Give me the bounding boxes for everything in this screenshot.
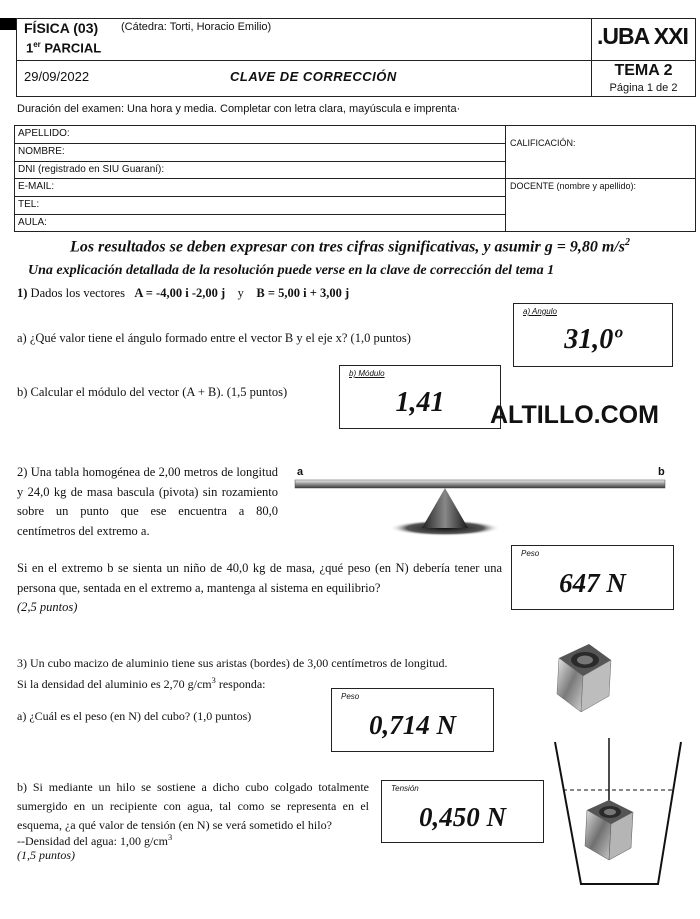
q1b-answer-box [339, 365, 501, 429]
seesaw-diagram [290, 462, 675, 540]
q2-answer: 647 N [559, 568, 626, 598]
q3a-text: a) ¿Cuál es el peso (en N) del cubo? (1,0 puntos) [17, 709, 252, 723]
q2-question: Si en el extremo b se sienta un niño de 40,0 kg de masa, ¿qué peso (en N) debería tener una persona que, sentada en el extremo a, mantenga al sistema en equilibrio? [17, 561, 502, 595]
q3a-answer-label: Peso [341, 692, 360, 701]
q3b-density: --Densidad del agua: 1,00 $g/cm^3$ [17, 833, 173, 848]
subject-title: FÍSICA (03) [24, 20, 99, 36]
grade-field[interactable]: CALIFICACIÓN: [510, 138, 576, 148]
q1b-answer: 1,41 [395, 387, 445, 418]
q2-points: (2,5 puntos) [17, 600, 78, 614]
field-tel[interactable]: TEL: [18, 199, 40, 210]
q1b-text: b) Calcular el módulo del vector (A + B). (1,5 puntos) [17, 385, 288, 399]
field-aula[interactable]: AULA: [18, 217, 47, 228]
field-apellido[interactable]: APELLIDO: [18, 128, 70, 139]
aluminum-cube-image [553, 638, 615, 714]
q3b-text: b) Si mediante un hilo se sostiene a dicho cubo colgado totalmente sumergido en un recipiente con agua, tal como se representa en el esquema, ¿a qué valor de tensión (en N) se verá sometido el hilo? [17, 780, 369, 832]
q2-answer-box [511, 545, 674, 610]
seesaw-plank [295, 480, 665, 488]
q3b-answer: 0,450 N [419, 802, 506, 832]
q1b-answer-label: b) Módulo [349, 369, 385, 378]
seesaw-pivot [422, 488, 468, 528]
q2-answer-label: Peso [521, 549, 540, 558]
q3-line-2: Si la densidad del aluminio es 2,70 $g/cm^3$ responda: [17, 676, 266, 691]
q1-statement: 1) Dados los vectores A = -4,00 i -2,00 j y B = 5,00 i + 3,00 j [17, 286, 350, 300]
q1a-answer: 31,0º [564, 324, 622, 355]
q3b-points: (1,5 puntos) [17, 848, 75, 862]
exam-title: 1er PARCIAL [26, 40, 102, 56]
submerged-cube-diagram [553, 738, 683, 888]
field-nombre[interactable]: NOMBRE: [18, 146, 65, 157]
q3b-answer-label: Tensión [391, 784, 419, 793]
q3-line-1: 3) Un cubo macizo de aluminio tiene sus aristas (bordes) de 3,00 centímetros de longitud. [17, 656, 448, 670]
seesaw-end-b: b [658, 466, 665, 478]
duration-text: Duración del examen: Una hora y media. Completar con letra clara, mayúscula e imprenta· [17, 103, 461, 115]
q1a-text: a) ¿Qué valor tiene el ángulo formado entre el vector B y el eje x? (1,0 puntos) [17, 331, 411, 345]
tema-label: TEMA 2 [614, 62, 673, 79]
teacher-field[interactable]: DOCENTE (nombre y apellido): [510, 181, 637, 191]
corner-mark [0, 18, 16, 30]
q3a-answer-box [331, 688, 494, 752]
key-title: CLAVE DE CORRECCIÓN [230, 69, 397, 84]
uba-logo: .UBA XXI [597, 23, 688, 49]
field-dni[interactable]: DNI (registrado en SIU Guaraní): [18, 164, 165, 175]
q1a-answer-label: a) Angulo [523, 307, 557, 316]
q3a-answer: 0,714 N [369, 710, 456, 740]
chair-name: (Cátedra: Torti, Horacio Emilio) [121, 21, 272, 33]
intro-line-1: Los resultados se deben expresar con tres cifras significativas, y asumir g = 9,80 $m/s^2$ [70, 237, 630, 256]
q3b-answer-box [381, 780, 544, 843]
watermark: ALTILLO.COM [490, 401, 659, 429]
page-number: Página 1 de 2 [609, 82, 678, 94]
seesaw-end-a: a [297, 466, 304, 478]
field-email[interactable]: E-MAIL: [18, 181, 55, 192]
exam-date: 29/09/2022 [24, 69, 90, 84]
q2-text: 2) Una tabla homogénea de 2,00 metros de longitud y 24,0 kg de masa bascula (pivota) sin rozamiento sobre un punto que ese encuentra a 80,0 centímetros del extremo a. [17, 465, 278, 538]
intro-line-2: Una explicación detallada de la resolución puede verse en la clave de corrección del tema 1 [28, 263, 555, 278]
q1a-answer-box [513, 303, 673, 367]
